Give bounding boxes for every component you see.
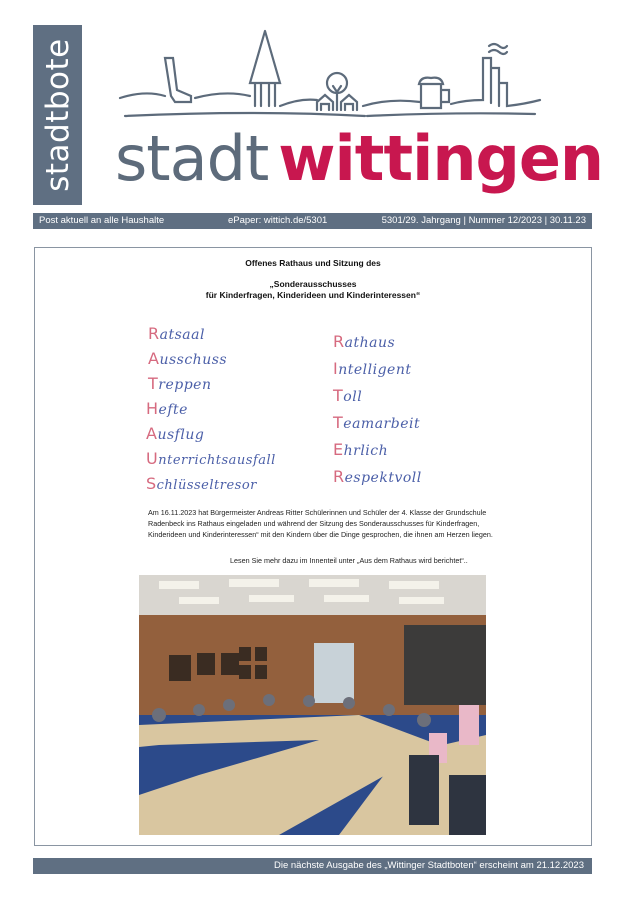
acrostic-word: Ehrlich bbox=[333, 440, 389, 459]
article-title-3: für Kinderfragen, Kinderideen und Kinderinteressen“ bbox=[205, 290, 421, 300]
epaper-link[interactable]: ePaper: wittich.de/5301 bbox=[228, 215, 328, 226]
stadtbote-label-box bbox=[33, 25, 82, 205]
logo-word-wittingen: wittingen bbox=[278, 122, 604, 195]
acrostic-word: Unterrichtsausfall bbox=[146, 449, 276, 468]
issue-info: 5301/29. Jahrgang | Nummer 12/2023 | 30.11.23 bbox=[381, 215, 586, 226]
acrostic-word: Ausschuss bbox=[148, 349, 228, 368]
footer-bar bbox=[33, 858, 592, 874]
skyline-logo-icon bbox=[105, 28, 555, 128]
acrostic-word: Treppen bbox=[148, 374, 212, 393]
logo-word-stadt: stadt bbox=[115, 122, 269, 195]
acrostic-word: Teamarbeit bbox=[333, 413, 421, 432]
header-bar bbox=[33, 213, 592, 229]
read-more-note: Lesen Sie mehr dazu im Innenteil unter „Aus dem Rathaus wird berichtet“.. bbox=[230, 556, 468, 565]
stadtbote-label: stadtbote bbox=[39, 38, 76, 192]
meeting-room-photo bbox=[139, 575, 486, 835]
article-title-2: „Sonderausschusses bbox=[269, 279, 357, 289]
article-body: Am 16.11.2023 hat Bürgermeister Andreas Ritter Schülerinnen und Schüler der 4. Klasse der Grundschule Radenbeck ins Rathaus eingeladen und während der Sitzung des Sonderausschusses für Kinderfragen, Kinderideen und Kinderinteressen“ mit den Kindern über die Dinge gesprochen, die ihnen am Herzen liegen. bbox=[148, 508, 493, 540]
meeting-photo-illustration bbox=[139, 575, 486, 835]
acrostic-word: Ratsaal bbox=[148, 324, 205, 343]
acrostic-word: Ausflug bbox=[146, 424, 205, 443]
acrostic-word: Rathaus bbox=[333, 332, 396, 351]
article-title-1: Offenes Rathaus und Sitzung des bbox=[245, 258, 381, 268]
acrostic-word: Intelligent bbox=[333, 359, 412, 378]
logo-wordmark bbox=[115, 122, 604, 195]
acrostic-word: Schlüsseltresor bbox=[146, 474, 257, 493]
header-left-text: Post aktuell an alle Haushalte bbox=[39, 215, 165, 226]
acrostic-word: Hefte bbox=[146, 399, 188, 418]
acrostic-word: Respektvoll bbox=[333, 467, 422, 486]
acrostic-word: Toll bbox=[333, 386, 363, 405]
next-issue-note: Die nächste Ausgabe des „Wittinger Stadtboten“ erscheint am 21.12.2023 bbox=[274, 860, 584, 871]
